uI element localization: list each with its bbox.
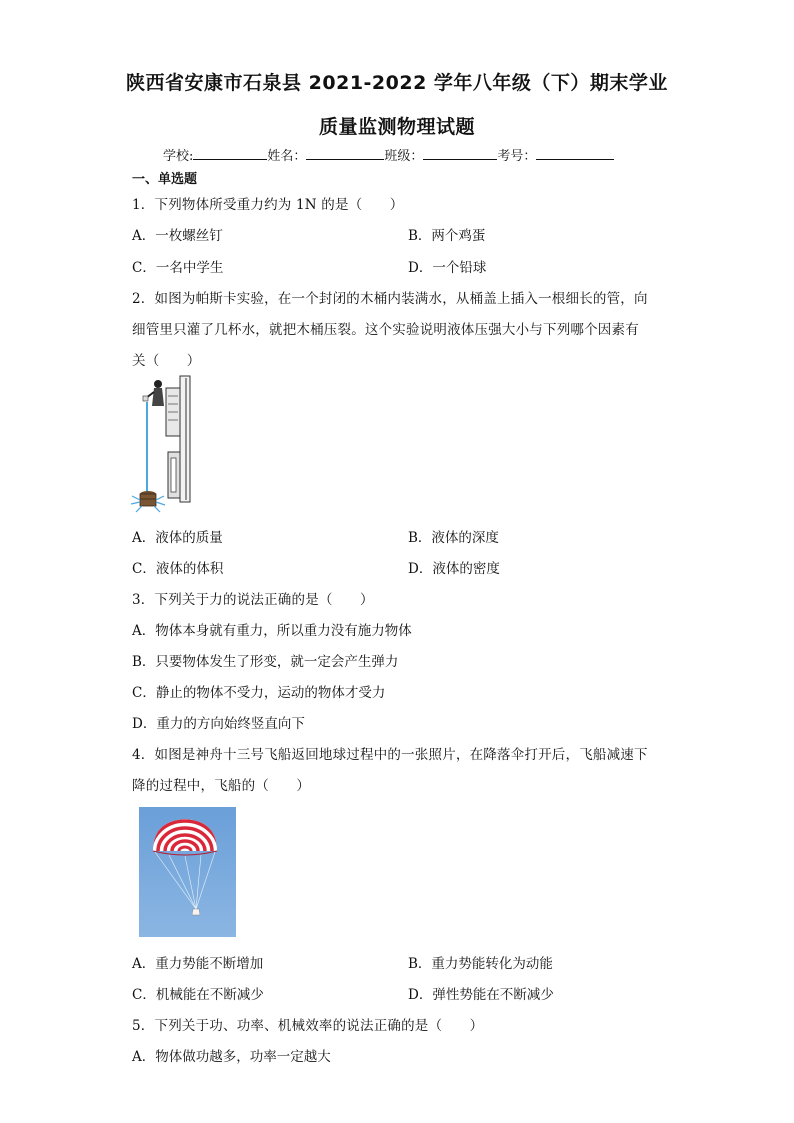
exam-title-line2: 质量监测物理试题 xyxy=(318,116,475,138)
capsule xyxy=(192,909,200,915)
exam-no-label: 考号： xyxy=(497,149,537,164)
parachute-photo xyxy=(139,807,236,937)
question-4-stem-line1: 4．如图是神舟十三号飞船返回地球过程中的一张照片，在降落伞打开后，飞船减速下 xyxy=(132,747,648,763)
school-label: 学校: xyxy=(163,149,194,164)
name-blank[interactable] xyxy=(306,145,384,160)
q1-option-c[interactable]: C．一名中学生 xyxy=(132,260,224,276)
question-1-stem: 1．下列物体所受重力约为 1N 的是（ ） xyxy=(132,197,404,213)
q3-option-b[interactable]: B．只要物体发生了形变，就一定会产生弹力 xyxy=(132,654,399,670)
q3-option-d[interactable]: D．重力的方向始终竖直向下 xyxy=(132,716,305,732)
question-4-stem-line2: 降的过程中，飞船的（ ） xyxy=(132,778,311,794)
q3-option-c[interactable]: C．静止的物体不受力，运动的物体才受力 xyxy=(132,685,386,701)
school-blank[interactable] xyxy=(193,145,267,160)
q4-option-a[interactable]: A．重力势能不断增加 xyxy=(132,956,264,972)
exam-no-blank[interactable] xyxy=(536,145,614,160)
q1-option-d[interactable]: D．一个铅球 xyxy=(408,260,487,276)
question-2-stem-line2: 细管里只灌了几杯水，就把木桶压裂。这个实验说明液体压强大小与下列哪个因素有 xyxy=(132,322,639,338)
class-blank[interactable] xyxy=(423,145,497,160)
q1-option-a[interactable]: A．一枚螺丝钉 xyxy=(132,228,223,244)
q2-option-c[interactable]: C．液体的体积 xyxy=(132,561,224,577)
q4-option-b[interactable]: B．重力势能转化为动能 xyxy=(408,956,553,972)
name-label: 姓名： xyxy=(267,149,307,164)
question-3-stem: 3．下列关于力的说法正确的是（ ） xyxy=(132,592,374,608)
exam-title-line1: 陕西省安康市石泉县 2021-2022 学年八年级（下）期末学业 xyxy=(126,72,668,94)
q4-option-d[interactable]: D．弹性势能在不断减少 xyxy=(408,987,554,1003)
q3-option-a[interactable]: A．物体本身就有重力，所以重力没有施力物体 xyxy=(132,623,412,639)
q1-option-b[interactable]: B．两个鸡蛋 xyxy=(408,228,486,244)
q2-option-d[interactable]: D．液体的密度 xyxy=(408,561,500,577)
q2-option-b[interactable]: B．液体的深度 xyxy=(408,530,499,546)
q5-option-a[interactable]: A．物体做功越多，功率一定越大 xyxy=(132,1049,331,1065)
question-2-stem-line1: 2．如图为帕斯卡实验，在一个封闭的木桶内装满水，从桶盖上插入一根细长的管，向 xyxy=(132,291,648,307)
question-5-stem: 5．下列关于功、功率、机械效率的说法正确的是（ ） xyxy=(132,1018,484,1034)
pascal-barrel-figure xyxy=(130,372,194,514)
q4-option-c[interactable]: C．机械能在不断减少 xyxy=(132,987,264,1003)
class-label: 班级： xyxy=(384,149,424,164)
q2-option-a[interactable]: A．液体的质量 xyxy=(132,530,223,546)
section-heading: 一、单选题 xyxy=(132,172,198,187)
student-info-row xyxy=(163,145,614,164)
building-illustration xyxy=(166,376,190,502)
question-2-stem-line3: 关（ ） xyxy=(132,353,201,369)
barrel-illustration xyxy=(131,491,165,512)
